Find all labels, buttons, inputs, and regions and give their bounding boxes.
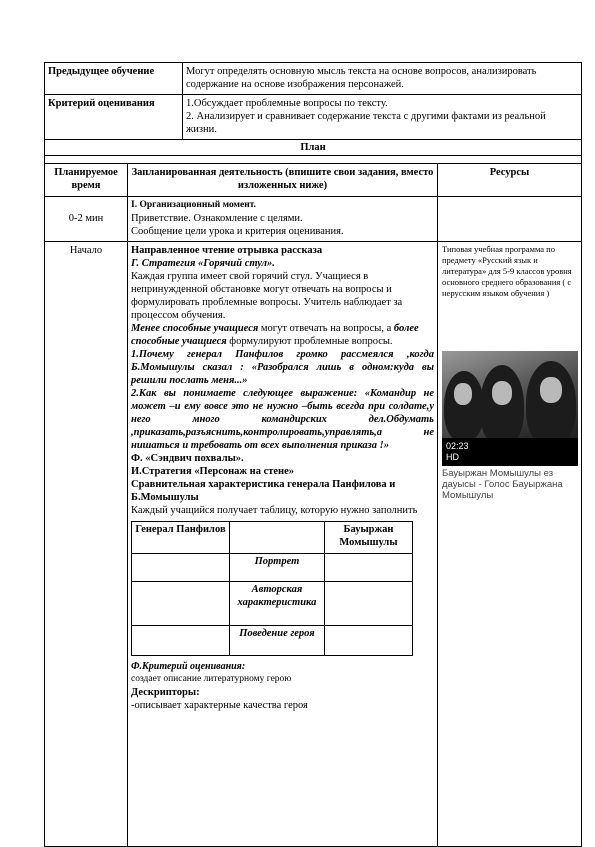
descriptors-text: -описывает характерные качества героя: [131, 700, 308, 711]
plan-row-organization: [44, 197, 582, 242]
plan-header-row: [44, 164, 582, 197]
strong-students-label: более способные учащиеся: [131, 323, 419, 347]
cell-portrait-momyshuly[interactable]: [324, 554, 412, 582]
col-panfilov: Генерал Панфилов: [132, 522, 230, 554]
cell-author-momyshuly[interactable]: [324, 582, 412, 626]
video-duration: 02:23: [446, 441, 469, 451]
row2-resources: [437, 242, 581, 846]
row1-line-1: Приветствие. Ознакомление с целями.: [131, 213, 303, 224]
col-momyshuly: Бауыржан Момышулы: [324, 522, 412, 554]
row-author-characteristic: Авторская характеристика: [229, 582, 324, 626]
video-caption[interactable]: Бауыржан Момышулы ез дауысы - Голос Бауыржана Момышулы: [442, 468, 563, 501]
plan-title: План: [300, 142, 326, 153]
row1-activity: [127, 197, 437, 241]
video-info-bar: [442, 438, 578, 466]
criteria-label: Критерий оценивания: [48, 98, 155, 109]
plan-title-row: [44, 140, 582, 156]
cell-author-panfilov[interactable]: [132, 582, 230, 626]
previous-learning-label: Предыдущее обучение: [48, 66, 155, 77]
hot-chair-description: Каждая группа имеет свой горячий стул. Учащиеся в непринужденной обстановке могут отвечать на вопросы и формулировать проблемные вопросы. Учитель наблюдает за процессом обучения.: [131, 271, 403, 321]
reading-heading: Направленное чтение отрывка рассказа: [131, 245, 323, 256]
character-on-wall-strategy: И.Стратегия «Персонаж на стене»: [131, 466, 295, 477]
row1-time: 0-2 мин: [68, 213, 104, 224]
comparison-heading: Сравнительная характеристика генерала Панфилова и Б.Момышулы: [131, 479, 396, 503]
time-column-header: Планируемое время: [54, 167, 118, 191]
hot-chair-strategy: Г. Стратегия «Горячий стул».: [131, 258, 275, 269]
criteria-value: [182, 95, 581, 139]
plan-row-start: [44, 242, 582, 847]
assessment-criteria-text: создает описание литературному герою: [131, 674, 292, 684]
cell-behavior-panfilov[interactable]: [132, 626, 230, 656]
resources-column-header: Ресурсы: [437, 164, 581, 196]
comparison-table: [131, 521, 413, 656]
criteria-line-1: 1.Обсуждает проблемные вопросы по тексту.: [186, 98, 388, 109]
curriculum-reference: Типовая учебная программа по предмету «Русский язык и литература» для 5-9 классов уровня основного среднего образования ( с нерусским языком обучения ): [442, 244, 572, 298]
spacer-row: [44, 156, 582, 164]
row-portrait: Портрет: [229, 554, 324, 582]
video-quality-badge: HD: [446, 452, 459, 462]
table-task: Каждый учащийся получает таблицу, которую нужно заполнить: [131, 505, 418, 516]
cell-portrait-panfilov[interactable]: [132, 554, 230, 582]
activity-column-header: Запланированная деятельность (впишите свои задания, вместо изложенных ниже): [127, 164, 437, 196]
cell-behavior-momyshuly[interactable]: [324, 626, 412, 656]
criteria-row: [44, 95, 582, 140]
row2-activity: [127, 242, 437, 846]
lesson-plan-table: [44, 62, 582, 847]
previous-learning-value: Могут определять основную мысль текста на основе вопросов, анализировать содержание на основе изображения персонажей.: [182, 63, 581, 94]
praise-sandwich: Ф. «Сэндвич похвалы».: [131, 453, 244, 464]
weak-students-label: Менее способные учащиеся: [131, 323, 259, 334]
row2-time: Начало: [69, 245, 103, 256]
assessment-criteria-title: Ф.Критерий оценивания:: [131, 661, 246, 672]
previous-learning-row: [44, 62, 582, 95]
differentiation-text: Менее способные учащиеся могут отвечать на вопросы, а более способные учащиеся формулируют проблемные вопросы.: [131, 323, 419, 347]
row1-title: I. Организационный момент.: [131, 200, 257, 210]
criteria-line-2: 2. Анализирует и сравнивает содержание текста с другими фактами из реальной жизни.: [186, 111, 546, 135]
descriptors-title: Дескрипторы:: [131, 687, 200, 698]
question-2: 2.Как вы понимаете следующее выражение: «Командир не может –и ему вовсе это не нужно –быть всегда при солдате,у него много командирских дел.Обдумать ,приказать,разъяснить,контролировать,управлять,а не нишаться и требовать от всех выполнения приказа !»: [131, 388, 434, 451]
row-hero-behavior: Поведение героя: [229, 626, 324, 656]
video-thumbnail[interactable]: [442, 351, 578, 466]
question-1: 1.Почему генерал Панфилов громко рассмеялся ,когда Б.Момышулы сказал : «Разобрался лишь в одном:куда вы решили послать меня...»: [131, 349, 434, 386]
row1-line-2: Сообщение цели урока и критерия оценивания.: [131, 226, 344, 237]
